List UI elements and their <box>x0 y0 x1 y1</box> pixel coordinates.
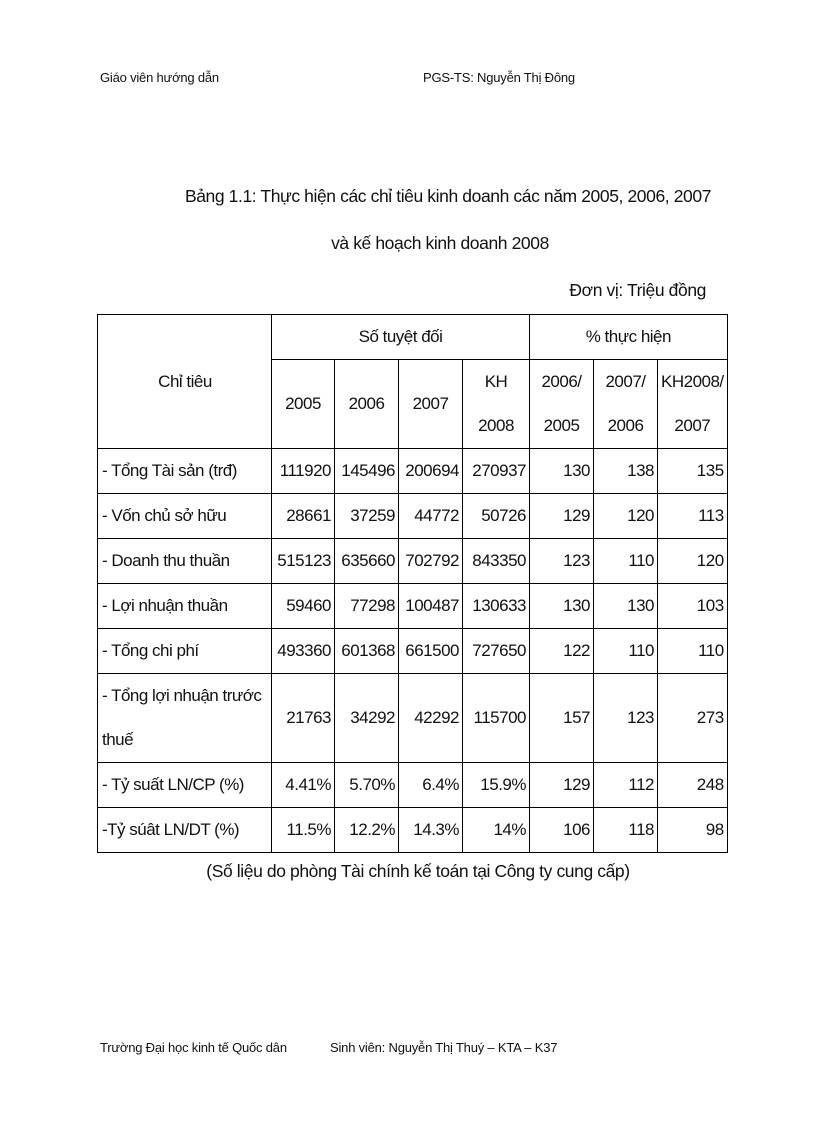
header-right: PGS-TS: Nguyễn Thị Đông <box>423 70 575 85</box>
row-label: - Doanh thu thuần <box>98 539 272 584</box>
table-cell: 661500 <box>399 629 463 674</box>
table-cell: 515123 <box>272 539 335 584</box>
pct-bottom: 2007 <box>674 416 711 435</box>
table-cell: 110 <box>594 539 658 584</box>
kh-top: KH <box>484 372 508 391</box>
col-header-2007: 2007 <box>399 360 463 449</box>
table-cell: 98 <box>658 808 728 853</box>
table-cell: 493360 <box>272 629 335 674</box>
table-cell: 120 <box>658 539 728 584</box>
table-cell: 200694 <box>399 449 463 494</box>
col-header-kh2008 <box>463 360 530 449</box>
table-row <box>98 629 728 674</box>
table-cell: 28661 <box>272 494 335 539</box>
table-cell: 129 <box>530 763 594 808</box>
row-label-line1: - Tổng lợi nhuận trước <box>102 686 262 705</box>
table-cell: 130633 <box>463 584 530 629</box>
table-cell: 5.70% <box>335 763 399 808</box>
table-title-line1: Bảng 1.1: Thực hiện các chỉ tiêu kinh doanh các năm 2005, 2006, 2007 <box>184 186 712 206</box>
pct-bottom: 2006 <box>607 416 644 435</box>
table-cell: 12.2% <box>335 808 399 853</box>
table-cell: 110 <box>658 629 728 674</box>
pct-top: KH2008/ <box>661 372 724 391</box>
table-cell: 106 <box>530 808 594 853</box>
table-row <box>98 584 728 629</box>
business-indicators-table <box>97 314 728 853</box>
kh-bottom: 2008 <box>478 416 514 435</box>
table-cell: 727650 <box>463 629 530 674</box>
table-cell: 123 <box>530 539 594 584</box>
table-cell: 59460 <box>272 584 335 629</box>
table-cell: 77298 <box>335 584 399 629</box>
table-cell: 130 <box>530 449 594 494</box>
row-label: -Tỷ súât LN/DT (%) <box>98 808 272 853</box>
unit-label: Đơn vị: Triệu đồng <box>569 280 706 300</box>
pct-top: 2006/ <box>541 372 582 391</box>
col-header-2006: 2006 <box>335 360 399 449</box>
table-cell: 50726 <box>463 494 530 539</box>
table-row <box>98 763 728 808</box>
table-cell: 11.5% <box>272 808 335 853</box>
table-cell: 145496 <box>335 449 399 494</box>
table-cell: 702792 <box>399 539 463 584</box>
table-cell: 135 <box>658 449 728 494</box>
table-cell: 118 <box>594 808 658 853</box>
table-row <box>98 494 728 539</box>
table-row <box>98 539 728 584</box>
row-label: - Tổng Tài sản (trđ) <box>98 449 272 494</box>
table-cell: 601368 <box>335 629 399 674</box>
table-cell: 270937 <box>463 449 530 494</box>
table-cell: 14% <box>463 808 530 853</box>
table-row <box>98 808 728 853</box>
table-cell: 34292 <box>335 674 399 763</box>
table-cell: 6.4% <box>399 763 463 808</box>
table-cell: 112 <box>594 763 658 808</box>
table-cell: 129 <box>530 494 594 539</box>
row-label: - Lợi nhuận thuần <box>98 584 272 629</box>
row-label <box>98 674 272 763</box>
table-cell: 42292 <box>399 674 463 763</box>
table-cell: 110 <box>594 629 658 674</box>
table-cell: 14.3% <box>399 808 463 853</box>
footer-right: Sinh viên: Nguyễn Thị Thuý – KTA – K37 <box>330 1040 558 1055</box>
col-header-indicator: Chỉ tiêu <box>98 315 272 449</box>
table-cell: 37259 <box>335 494 399 539</box>
row-label: - Vốn chủ sở hữu <box>98 494 272 539</box>
table-cell: 4.41% <box>272 763 335 808</box>
table-cell: 138 <box>594 449 658 494</box>
table-cell: 273 <box>658 674 728 763</box>
table-cell: 157 <box>530 674 594 763</box>
table-cell: 115700 <box>463 674 530 763</box>
table-title-line2: và kế hoạch kinh doanh 2008 <box>331 233 549 253</box>
row-label-line2: thuế <box>102 730 134 749</box>
source-note: (Số liệu do phòng Tài chính kế toán tại Công ty cung cấp) <box>206 861 630 881</box>
col-header-pct-2006-2005 <box>530 360 594 449</box>
table-cell: 100487 <box>399 584 463 629</box>
table-cell: 120 <box>594 494 658 539</box>
header-left: Giáo viên hướng dẫn <box>100 70 219 85</box>
table-cell: 130 <box>594 584 658 629</box>
table-cell: 21763 <box>272 674 335 763</box>
table-cell: 248 <box>658 763 728 808</box>
footer-left: Trường Đại học kinh tế Quốc dân <box>100 1040 287 1055</box>
col-header-pct-2007-2006 <box>594 360 658 449</box>
table-cell: 635660 <box>335 539 399 584</box>
table-cell: 123 <box>594 674 658 763</box>
table-cell: 843350 <box>463 539 530 584</box>
table-cell: 44772 <box>399 494 463 539</box>
col-header-pct-kh2008-2007 <box>658 360 728 449</box>
table-row <box>98 449 728 494</box>
col-header-2005: 2005 <box>272 360 335 449</box>
row-label: - Tổng chi phí <box>98 629 272 674</box>
group-header-percent: % thực hiện <box>530 315 728 360</box>
table-row <box>98 674 728 763</box>
table-cell: 15.9% <box>463 763 530 808</box>
table-cell: 113 <box>658 494 728 539</box>
row-label: - Tỷ suất LN/CP (%) <box>98 763 272 808</box>
table-cell: 130 <box>530 584 594 629</box>
table-cell: 122 <box>530 629 594 674</box>
pct-top: 2007/ <box>605 372 646 391</box>
table-cell: 103 <box>658 584 728 629</box>
pct-bottom: 2005 <box>543 416 580 435</box>
group-header-absolute: Số tuyệt đối <box>272 315 530 360</box>
table-cell: 111920 <box>272 449 335 494</box>
